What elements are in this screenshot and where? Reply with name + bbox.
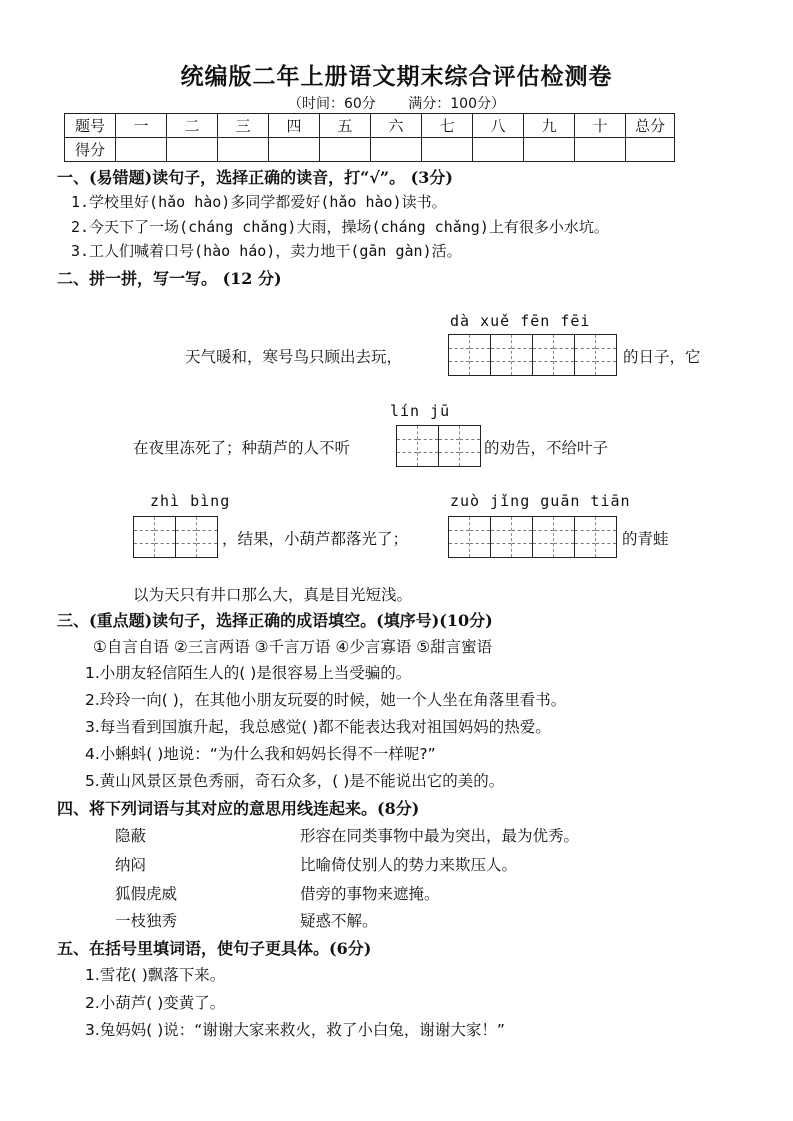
match-word[interactable]: 隐蔽 [115, 827, 147, 845]
match-word[interactable]: 一枝独秀 [115, 912, 178, 930]
score-header-cell: 四 [269, 114, 320, 138]
writing-cell[interactable] [596, 335, 617, 375]
full-score: 满分：100分） [408, 96, 505, 112]
score-header-cell: 一 [116, 114, 167, 138]
writing-cell[interactable] [197, 517, 218, 557]
s3-question-2: 2.玲玲一向( )，在其他小朋友玩耍的时候，她一个人坐在角落里看书。 [85, 691, 567, 709]
time-limit: （时间：60分 [287, 96, 376, 112]
writing-cell[interactable] [512, 517, 533, 557]
writing-cell[interactable] [554, 335, 575, 375]
pinyin-zuo-jing-guan-tian: zuò jǐng guān tiān [450, 492, 631, 510]
pinyin-da-xue-fen-fei: dà xuě fēn fēi [450, 312, 591, 330]
s5-question-1: 1.雪花( )飘落下来。 [85, 966, 226, 984]
writing-cell[interactable] [596, 517, 617, 557]
section-1-heading: 一、(易错题)读句子，选择正确的读音，打“√”。 (3分) [57, 168, 453, 187]
s3-question-5: 5.黄山风景区景色秀丽，奇石众多，( )是不能说出它的美的。 [85, 772, 505, 790]
match-meaning[interactable]: 借旁的事物来遮掩。 [300, 885, 440, 903]
score-header-cell: 九 [524, 114, 575, 138]
writing-cell[interactable] [533, 517, 554, 557]
writing-cell[interactable] [418, 426, 439, 466]
writing-grid-lin-ju[interactable] [396, 425, 481, 467]
s2-line-4: 以为天只有井口那么大，真是目光短浅。 [133, 586, 413, 604]
score-header-cell: 三 [218, 114, 269, 138]
section-2-heading: 二、拼一拼，写一写。 (12 分) [57, 269, 282, 288]
section-4-heading: 四、将下列词语与其对应的意思用线连起来。(8分) [57, 799, 420, 818]
writing-cell[interactable] [512, 335, 533, 375]
score-cell[interactable] [116, 138, 167, 162]
score-header-cell: 总分 [626, 114, 675, 138]
score-table-header-row [65, 114, 675, 138]
writing-cell[interactable] [176, 517, 197, 557]
page-title: 统编版二年上册语文期末综合评估检测卷 [180, 63, 613, 90]
score-header-cell: 八 [473, 114, 524, 138]
writing-cell[interactable] [470, 335, 491, 375]
s2-line-1-before: 天气暖和，寒号鸟只顾出去玩， [185, 348, 403, 366]
match-meaning[interactable]: 疑惑不解。 [300, 912, 378, 930]
s2-line-3-after: 的青蛙 [622, 530, 669, 548]
section-3-heading: 三、(重点题)读句子，选择正确的成语填空。(填序号)(10分) [57, 611, 493, 630]
score-header-cell: 五 [320, 114, 371, 138]
match-word[interactable]: 狐假虎威 [115, 885, 178, 903]
score-cell[interactable] [167, 138, 218, 162]
score-cell[interactable] [269, 138, 320, 162]
writing-cell[interactable] [155, 517, 176, 557]
score-row-label: 得分 [65, 138, 116, 162]
writing-grid-zhi-bing[interactable] [133, 516, 218, 558]
section-5-heading: 五、在括号里填词语，使句子更具体。(6分) [57, 939, 372, 958]
writing-cell[interactable] [449, 335, 470, 375]
score-table [64, 113, 675, 162]
match-word[interactable]: 纳闷 [115, 856, 147, 874]
writing-cell[interactable] [575, 517, 596, 557]
exam-meta [0, 93, 793, 113]
s2-line-2-after: 的劝告，不给叶子 [484, 439, 609, 457]
score-cell[interactable] [626, 138, 675, 162]
score-cell[interactable] [371, 138, 422, 162]
pinyin-zhi-bing: zhì bìng [150, 492, 231, 510]
writing-cell[interactable] [533, 335, 554, 375]
writing-cell[interactable] [439, 426, 460, 466]
writing-cell[interactable] [460, 426, 481, 466]
match-meaning[interactable]: 比喻倚仗别人的势力来欺压人。 [300, 856, 518, 874]
writing-cell[interactable] [470, 517, 491, 557]
s1-question-2: 2.今天下了一场(cháng chǎng)大雨，操场(cháng chǎng)上有很多小水坑。 [71, 218, 609, 236]
s2-line-3-middle: ，结果，小葫芦都落光了； [222, 530, 409, 548]
writing-cell[interactable] [575, 335, 596, 375]
score-header-cell: 二 [167, 114, 218, 138]
s5-question-2: 2.小葫芦( )变黄了。 [85, 994, 226, 1012]
s3-question-1: 1.小朋友轻信陌生人的( )是很容易上当受骗的。 [85, 664, 412, 682]
writing-cell[interactable] [134, 517, 155, 557]
score-header-cell: 七 [422, 114, 473, 138]
score-table-score-row [65, 138, 675, 162]
score-cell[interactable] [218, 138, 269, 162]
writing-cell[interactable] [491, 335, 512, 375]
score-cell[interactable] [524, 138, 575, 162]
s3-question-4: 4.小蝌蚪( )地说：“为什么我和妈妈长得不一样呢?” [85, 745, 436, 763]
score-cell[interactable] [575, 138, 626, 162]
s1-question-3: 3.工人们喊着口号(hào háo)，卖力地干(gān gàn)活。 [71, 242, 462, 260]
s3-question-3: 3.每当看到国旗升起，我总感觉( )都不能表达我对祖国妈妈的热爱。 [85, 718, 551, 736]
score-cell[interactable] [422, 138, 473, 162]
match-meaning[interactable]: 形容在同类事物中最为突出，最为优秀。 [300, 827, 580, 845]
writing-cell[interactable] [554, 517, 575, 557]
writing-grid-zuo-jing-guan-tian[interactable] [448, 516, 617, 558]
score-cell[interactable] [320, 138, 371, 162]
score-header-cell: 题号 [65, 114, 116, 138]
writing-grid-da-xue-fen-fei[interactable] [448, 334, 617, 376]
s1-question-1: 1.学校里好(hǎo hào)多同学都爱好(hǎo hào)读书。 [71, 193, 447, 211]
writing-cell[interactable] [449, 517, 470, 557]
s5-question-3: 3.兔妈妈( )说：“谢谢大家来救火，救了小白兔，谢谢大家！” [85, 1021, 505, 1039]
idiom-options: ①自言自语 ②三言两语 ③千言万语 ④少言寡语 ⑤甜言蜜语 [93, 638, 493, 656]
writing-cell[interactable] [491, 517, 512, 557]
s2-line-2-before: 在夜里冻死了；种葫芦的人不听 [133, 439, 351, 457]
score-cell[interactable] [473, 138, 524, 162]
writing-cell[interactable] [397, 426, 418, 466]
s2-line-1-after: 的日子，它 [623, 348, 701, 366]
score-header-cell: 六 [371, 114, 422, 138]
score-header-cell: 十 [575, 114, 626, 138]
pinyin-lin-ju: lín jū [390, 402, 451, 420]
